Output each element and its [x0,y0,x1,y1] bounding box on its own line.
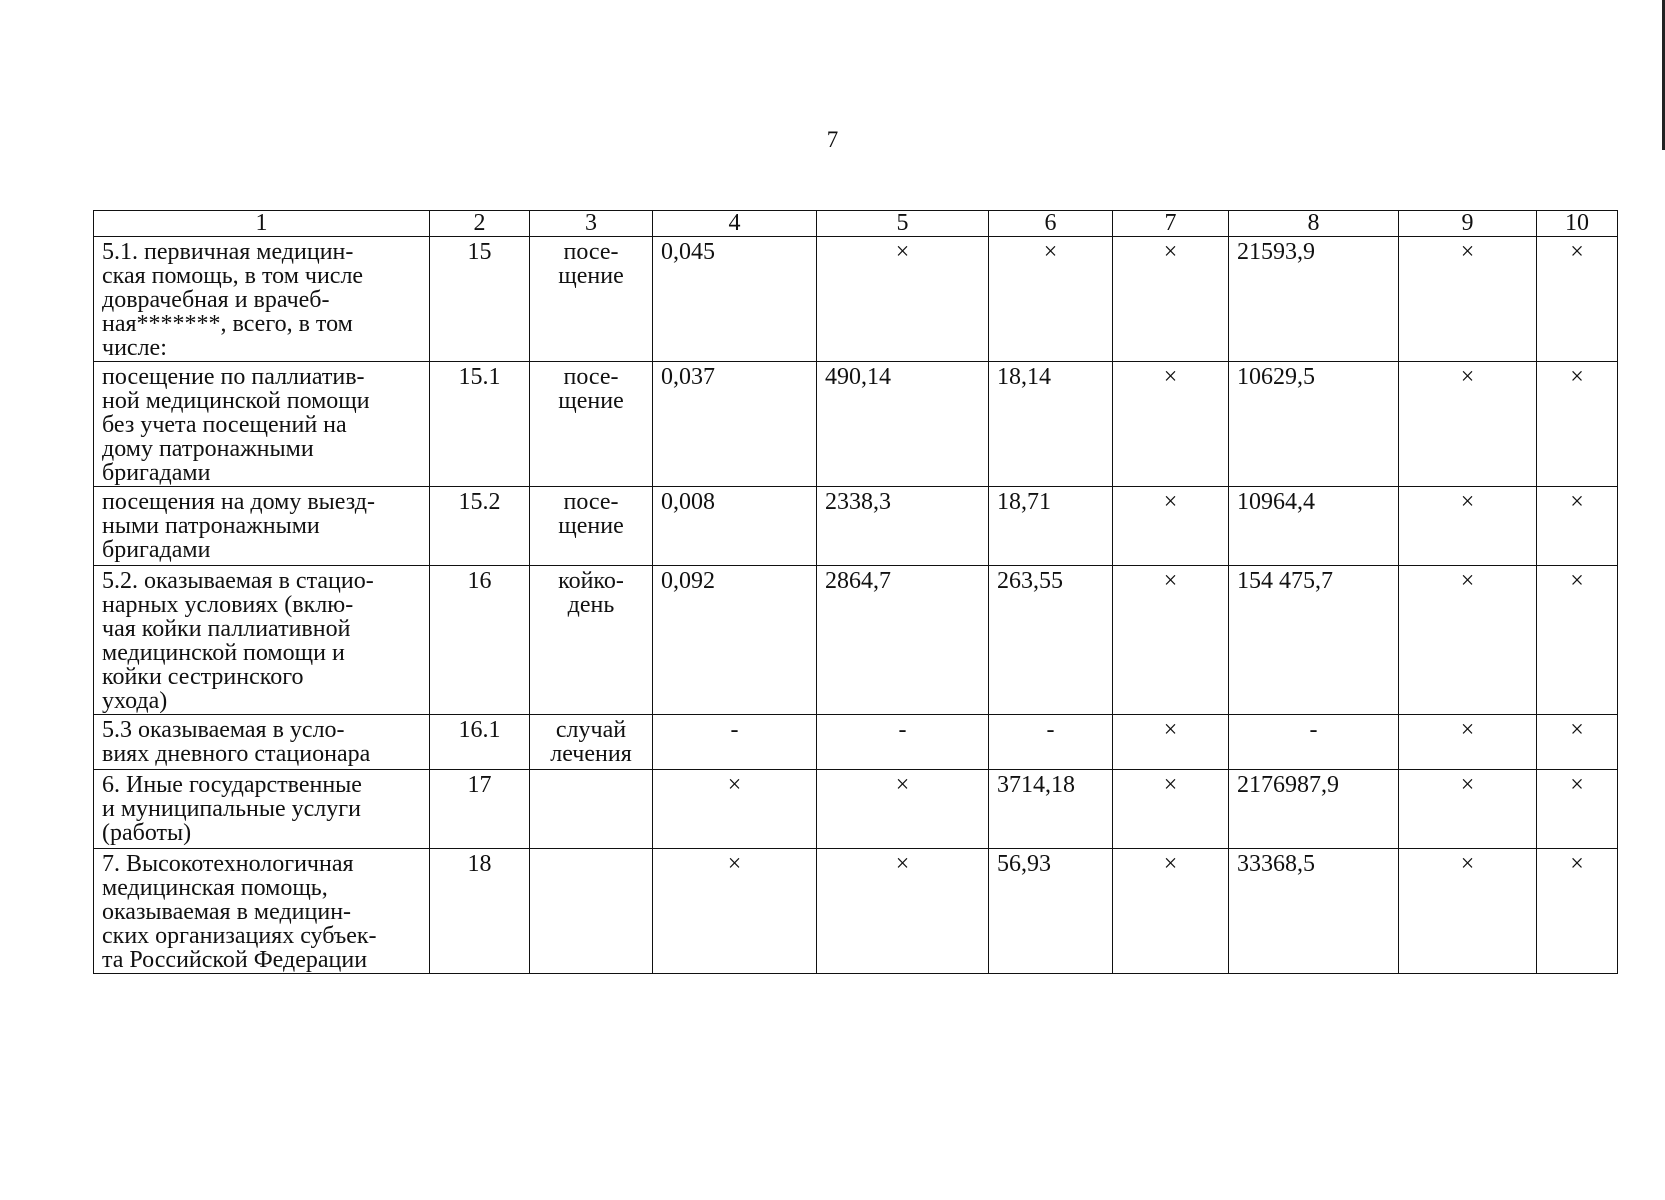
table-row [94,487,1618,566]
cell-col6: 18,71 [989,487,1113,566]
header-cell-4: 4 [653,211,817,237]
cell-name: 5.2. оказываемая в стацио- нарных условиях (вклю- чая койки паллиативной медицинской помощи и койки сестринского ухода) [94,566,430,715]
cell-code: 18 [430,849,530,974]
header-cell-7: 7 [1113,211,1229,237]
cell-code: 15.2 [430,487,530,566]
cell-col6: - [989,715,1113,770]
cell-col5: 490,14 [817,362,989,487]
cell-col5: 2338,3 [817,487,989,566]
header-cell-9: 9 [1399,211,1537,237]
cell-col9: × [1399,237,1537,362]
cell-col5: × [817,770,989,849]
table-row [94,770,1618,849]
cell-col9: × [1399,715,1537,770]
cell-col4: × [653,770,817,849]
cell-col5: - [817,715,989,770]
header-row [94,211,1618,237]
cell-unit [530,770,653,849]
cell-unit: посе- щение [530,237,653,362]
cell-unit: койко- день [530,566,653,715]
cell-unit: посе- щение [530,362,653,487]
cell-col5: × [817,237,989,362]
cell-col4: 0,037 [653,362,817,487]
cell-col7: × [1113,566,1229,715]
header-cell-1: 1 [94,211,430,237]
table-row [94,566,1618,715]
header-cell-10: 10 [1537,211,1618,237]
cell-col7: × [1113,237,1229,362]
cell-unit [530,849,653,974]
cell-name: посещения на дому выезд- ными патронажными бригадами [94,487,430,566]
cell-col7: × [1113,362,1229,487]
cell-code: 15.1 [430,362,530,487]
table-row [94,237,1618,362]
cell-col8: 10629,5 [1229,362,1399,487]
header-cell-5: 5 [817,211,989,237]
data-table [93,210,1618,974]
cell-unit: посе- щение [530,487,653,566]
cell-col10: × [1537,362,1618,487]
cell-col10: × [1537,849,1618,974]
cell-col9: × [1399,770,1537,849]
cell-code: 16 [430,566,530,715]
cell-col4: 0,092 [653,566,817,715]
cell-col6: 3714,18 [989,770,1113,849]
cell-col4: - [653,715,817,770]
cell-col10: × [1537,770,1618,849]
cell-col8: 21593,9 [1229,237,1399,362]
cell-unit: случай лечения [530,715,653,770]
header-cell-8: 8 [1229,211,1399,237]
header-cell-2: 2 [430,211,530,237]
cell-col5: × [817,849,989,974]
cell-col6: 56,93 [989,849,1113,974]
cell-col9: × [1399,566,1537,715]
header-cell-6: 6 [989,211,1113,237]
table-row [94,849,1618,974]
cell-col6: 263,55 [989,566,1113,715]
table-row [94,362,1618,487]
cell-col7: × [1113,715,1229,770]
cell-col8: 154 475,7 [1229,566,1399,715]
cell-col10: × [1537,237,1618,362]
cell-col9: × [1399,362,1537,487]
cell-col7: × [1113,487,1229,566]
cell-code: 16.1 [430,715,530,770]
cell-col5: 2864,7 [817,566,989,715]
cell-col10: × [1537,715,1618,770]
cell-col9: × [1399,487,1537,566]
cell-name: 7. Высокотехнологичная медицинская помощь, оказываемая в медицин- ских организациях субъек- та Российской Федерации [94,849,430,974]
table-row [94,715,1618,770]
cell-col10: × [1537,487,1618,566]
cell-col7: × [1113,770,1229,849]
cell-name: посещение по паллиатив- ной медицинской помощи без учета посещений на дому патронажными бригадами [94,362,430,487]
cell-col8: 33368,5 [1229,849,1399,974]
cell-col9: × [1399,849,1537,974]
cell-col6: × [989,237,1113,362]
cell-col4: 0,045 [653,237,817,362]
cell-name: 5.3 оказываемая в усло- виях дневного стационара [94,715,430,770]
cell-col4: × [653,849,817,974]
cell-col8: 2176987,9 [1229,770,1399,849]
cell-col4: 0,008 [653,487,817,566]
cell-col8: 10964,4 [1229,487,1399,566]
cell-name: 5.1. первичная медицин- ская помощь, в том числе доврачебная и врачеб- ная*******, всего, в том числе: [94,237,430,362]
cell-code: 17 [430,770,530,849]
cell-col7: × [1113,849,1229,974]
cell-col8: - [1229,715,1399,770]
cell-code: 15 [430,237,530,362]
header-cell-3: 3 [530,211,653,237]
cell-name: 6. Иные государственные и муниципальные услуги (работы) [94,770,430,849]
cell-col6: 18,14 [989,362,1113,487]
cell-col10: × [1537,566,1618,715]
page-number: 7 [826,127,839,152]
